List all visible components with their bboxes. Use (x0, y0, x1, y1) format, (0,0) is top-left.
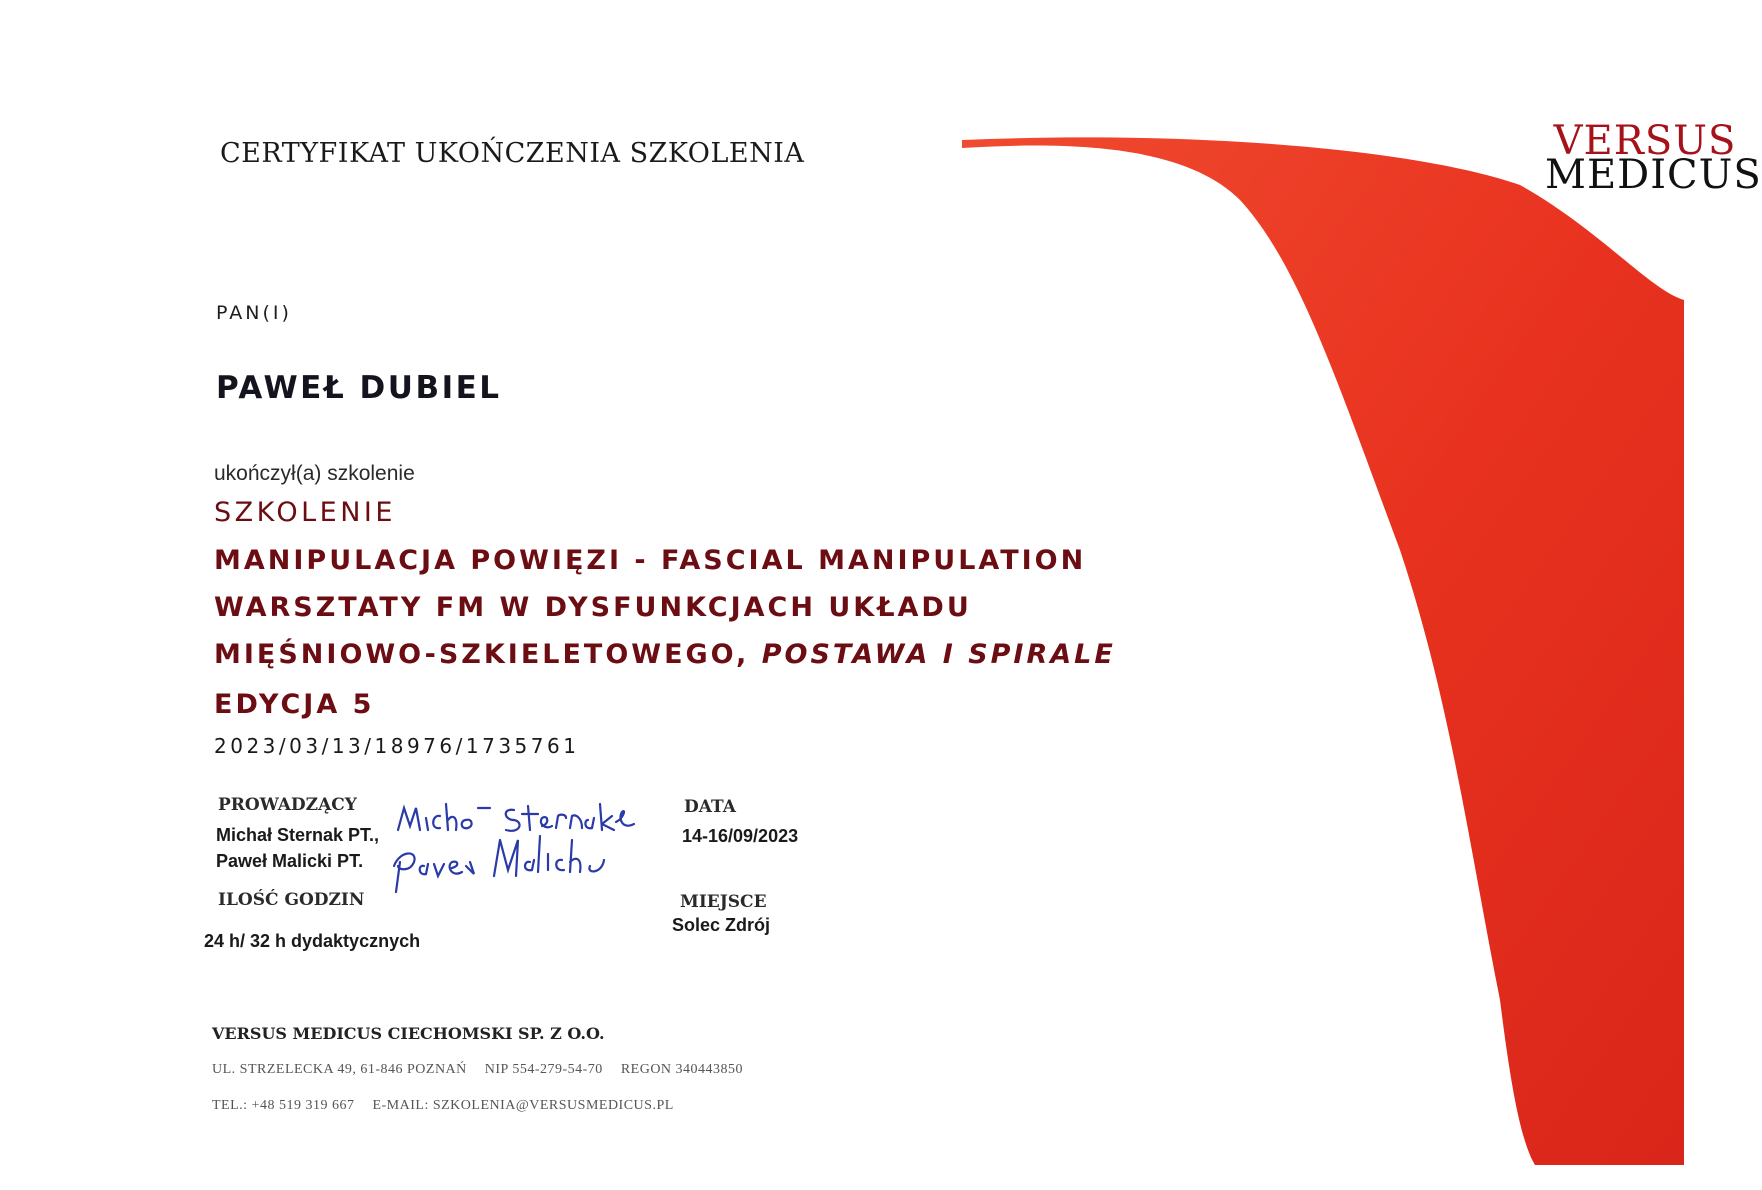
place-value: Solec Zdrój (672, 915, 771, 935)
salutation: PAN(I) (216, 302, 292, 324)
course-title-line2: WARSZTATY FM W DYSFUNKCJACH UKŁADU (214, 592, 972, 623)
training-label: SZKOLENIE (214, 497, 396, 528)
course-title-line1-en: FASCIAL MANIPULATION (661, 545, 1087, 576)
place-label: MIEJSCE (680, 892, 767, 912)
company-email: E-MAIL: SZKOLENIA@VERSUSMEDICUS.PL (372, 1098, 674, 1113)
edition: EDYCJA 5 (214, 689, 375, 720)
company-phone: TEL.: +48 519 319 667 (212, 1098, 355, 1113)
completed-text: ukończył(a) szkolenie (214, 462, 415, 485)
company-name: VERSUS MEDICUS CIECHOMSKI SP. Z O.O. (212, 1024, 605, 1043)
instructors-label: PROWADZĄCY (218, 795, 357, 815)
course-title-line3 (214, 639, 1116, 670)
course-title-line3-b: POSTAWA I SPIRALE (761, 639, 1116, 670)
instructor-2: Paweł Malicki PT. (216, 851, 364, 871)
course-title-line1 (214, 545, 1086, 576)
instructor-1: Michał Sternak PT., (216, 825, 380, 845)
certificate-title: CERTYFIKAT UKOŃCZENIA SZKOLENIA (220, 138, 805, 169)
handwritten-signatures (390, 800, 650, 900)
participant-name: PAWEŁ DUBIEL (216, 370, 502, 406)
registration-number: 2023/03/13/18976/1735761 (214, 734, 580, 758)
company-regon: REGON 340443850 (620, 1062, 744, 1077)
company-contact-line (212, 1098, 674, 1114)
hours-label: ILOŚĆ GODZIN (218, 890, 365, 910)
hours-value: 24 h/ 32 h dydaktycznych (204, 931, 421, 951)
company-nip: NIP 554-279-54-70 (484, 1062, 603, 1077)
versus-medicus-logo (1545, 118, 1762, 198)
date-label: DATA (684, 797, 736, 817)
company-address-line (212, 1062, 743, 1078)
logo-line1: VERSUS (1553, 118, 1737, 164)
date-value: 14-16/09/2023 (682, 826, 799, 846)
course-title-line3-a: MIĘŚNIOWO-SZKIELETOWEGO, (214, 639, 762, 670)
company-address: UL. STRZELECKA 49, 61-846 POZNAŃ (212, 1062, 467, 1077)
logo-line2: MEDICUS (1545, 152, 1762, 198)
course-title-line1-pl: MANIPULACJA POWIĘZI - (214, 545, 662, 576)
